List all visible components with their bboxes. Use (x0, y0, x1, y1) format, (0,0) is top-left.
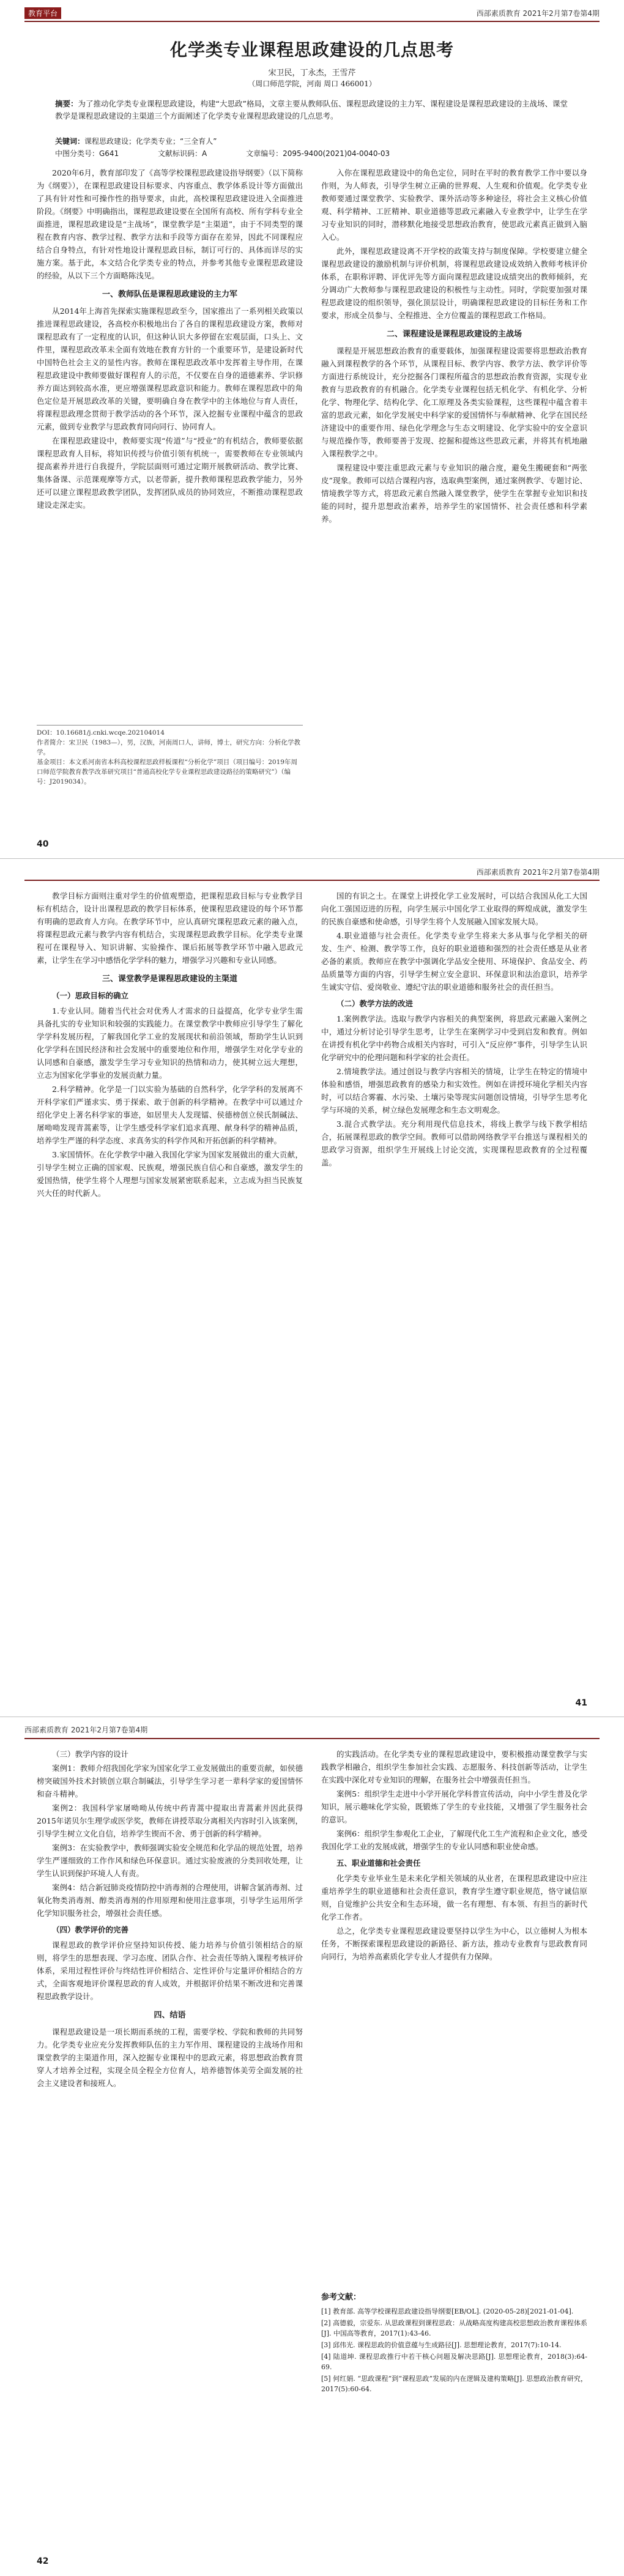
body-paragraph: 2.科学精神。化学是一门以实验为基础的自然科学，化学学科的发展离不开科学家们严谨求实、勇于探索、敢于创新的科学精神。在教学中可以通过介绍化学史上著名科学家的事迹，如居里夫人发现镭、侯德榜创立侯氏制碱法、屠呦呦发现青蒿素等，让学生感受科学家们追求真理、献身科学的精神品质，培养学生严谨的科学态度、求真务实的科学作风和开拓创新的科学精神。 (37, 1085, 303, 1145)
page-number: 42 (37, 2556, 49, 2566)
running-header (24, 1722, 600, 1739)
subsection-heading: （四）教学评价的完善 (52, 1925, 129, 1934)
clc-code: 中图分类号：G641 (55, 149, 119, 158)
body-paragraph: 课程是开展思想政治教育的重要载体，加强课程建设需要将思想政治教育融入到课程教学的各个环节，从课程目标、教学内容、教学方法、教学评价等方面进行系统设计，充分挖掘各门课程所蕴含的思想政治教育资源，实现专业教育与思政教育的有机融合。化学类专业课程包括无机化学、有机化学、分析化学、物理化学、结构化学、化工原理及各类实验课程，这些课程中蕴含着丰富的思政元素，如化学发展史中科学家的爱国情怀与奉献精神、化学在国民经济建设中的重要作用、绿色化学理念与生态文明建设、化学实验中的安全意识与规范操作等，教师要善于发现、挖掘和提炼这些思政元素，并将其有机地融入课程教学之中。 (321, 346, 587, 458)
body-paragraph: 案例5：组织学生走进中小学开展化学科普宣传活动，向中小学生普及化学知识，展示趣味化学实验，既锻炼了学生的专业技能，又增强了学生服务社会的意识。 (321, 1789, 587, 1824)
article-title: 化学类专业课程思政建设的几点思考 (169, 40, 454, 60)
page-1 (0, 0, 624, 858)
body-paragraph: 课程思政的教学评价应坚持知识传授、能力培养与价值引领相结合的原则，将学生的思想表现、学习态度、团队合作、社会责任等纳入课程考核评价体系，采用过程性评价与终结性评价相结合、定性评价与定量评价相结合的方式，全面客观地评价课程思政的育人成效，并根据评价结果不断改进和完善课程思政教学设计。 (37, 1940, 303, 2001)
author-list: 宋卫民，丁永杰，王雪芹 (268, 69, 356, 78)
body-paragraph: 案例2：我国科学家屠呦呦从传统中药青蒿中提取出青蒿素并因此获得2015年诺贝尔生理学或医学奖，教师在讲授萃取分离相关内容时引入该案例，引导学生树立文化自信，培养学生锲而不舍、勇于创新的科学精神。 (37, 1803, 303, 1838)
keywords-text: 课程思政建设；化学类专业；“三全育人” (84, 137, 217, 146)
journal-issue: 西部素质教育 2021年2月第7卷第4期 (476, 9, 600, 18)
body-paragraph: 入你在课程思政建设中的角色定位，同时在平时的教育教学工作中要以身作则，为人师表，引导学生树立正确的世界观、人生观和价值观。化学类专业教师要通过课堂教学、实验教学、课外活动等多种途径，将社会主义核心价值观、科学精神、工匠精神、职业道德等思政元素融入专业教学中，让学生在学习专业知识的同时，潜移默化地接受思想政治教育，使思政元素真正做到入脑入心。 (321, 168, 587, 242)
body-paragraph: 案例6：组织学生参观化工企业，了解现代化工生产流程和企业文化，感受我国化学工业的发展成就，增强学生的专业认同感和职业使命感。 (321, 1829, 587, 1851)
body-paragraph: 教学目标方面则注重对学生的价值观塑造，把课程思政目标与专业教学目标有机结合，设计出课程思政的教学目标体系，使课程思政建设的每个环节都有明确的思政育人方向。在教学环节中，应认真研究课程思政元素的融入点，将课程思政元素与教学内容有机结合，实现课程思政教学目标。化学类专业课程可在课程导入、知识讲解、实验操作、课后拓展等教学环节中融入思政元素，让学生在学习中感悟化学学科的魅力，增强学习兴趣和专业认同感。 (37, 891, 303, 965)
affiliation: （周口师范学院，河南 周口 466001） (248, 80, 376, 88)
page1-right-column (321, 166, 587, 833)
section-heading: 三、课堂教学是课程思政建设的主渠道 (102, 974, 237, 984)
references (321, 2286, 587, 2549)
page-3 (0, 1717, 624, 2576)
body-paragraph: （三）教学内容的设计 (52, 1750, 129, 1759)
body-paragraph: 从2014年上海首先探索实施课程思政至今，国家推出了一系列相关政策以推进课程思政建设，各高校亦积极地出台了各自的课程思政建设方案，教师对课程思政有了一定程度的认识，但这种认识大多停留在宏观层面，口头上、文件里，课程思政改革未全面有效地在教育方针的一个重要环节，是建设新时代中国特色社会主义的显性内容。教师在课程思政改革中发挥着主导作用，在课程思政建设中教师要做好课程育人的示范，不仅要在自身的道德素养、学识修养方面达到较高水准，更应增强课程思政意识和能力。教师在课程思政中的角色定位是开展思政改革的关键，要明确自身在教学中的主体地位与育人责任，将课程思政理念贯彻于教学活动的各个环节，深入挖掘专业课程中蕴含的思政元素，做到专业教学与思政教育同向同行、协同育人。 (37, 306, 303, 431)
page-number: 41 (575, 1698, 587, 1708)
journal-issue: 西部素质教育 2021年2月第7卷第4期 (24, 1726, 148, 1734)
page-number: 40 (37, 839, 49, 849)
body-paragraph: 4.职业道德与社会责任。化学类专业学生将来大多从事与化学相关的研发、生产、检测、教学等工作，良好的职业道德和强烈的社会责任感是从业者必备的素质。教师应在教学中强调化学品安全使用、环境保护、食品安全、药品质量等方面的内容，引导学生树立安全意识、环保意识和法治意识，培养学生诚实守信、爱岗敬业、遵纪守法的职业道德和服务社会的责任担当。 (321, 931, 587, 992)
body-paragraph: 3.家国情怀。在化学教学中融入我国化学家为国家发展做出的重大贡献，引导学生树立正确的国家观、民族观，增强民族自信心和自豪感，激发学生的爱国热情，使学生将个人理想与国家发展紧密联系起来，立志成为担当民族复兴大任的时代新人。 (37, 1150, 303, 1198)
footnote: DOI：10.16681/j.cnki.wcqe.202104014 作者简介：宋卫民（1983—），男，汉族，河南周口人，讲师，博士，研究方向：分析化学教学。 基金项目：本文系河南省本科高校课程思政样板课程“分析化学”项目（项目编号：2019年周口师范学院教育教学改革研究项目“普通高校化学专业课程思政建设路径的策略研究”）（编号：J2019034）。 (37, 725, 303, 787)
page1-left-column (37, 166, 303, 717)
body-paragraph: 案例1：教师介绍我国化学家为国家化学工业发展做出的重要贡献，如侯德榜突破国外技术封锁创立联合制碱法，引导学生学习老一辈科学家的爱国情怀和奋斗精神。 (37, 1764, 303, 1798)
body-paragraph: 在课程思政建设中，教师要实现“传道”与“授业”的有机结合，教师要依据课程思政育人目标，将知识传授与价值引领有机统一，需要教师在专业领域内提高素养并进行自我提升，学院层面则可通过定期开展教研活动、教学比赛、集体备课、示范课观摩等方式，以老带新，提升教师课程思政教学能力，另外还可以建立课程思政教学团队，发挥团队成员的协同效应，不断推动课程思政建设走深走实。 (37, 436, 303, 510)
document-code: 文献标识码：A (158, 149, 207, 158)
section-tag: 教育平台 (24, 7, 61, 19)
abstract-text: 为了推动化学类专业课程思政建设，构建“大思政”格局，文章主要从教师队伍、课程思政建设的主力军、课程建设是课程思政建设的主战场、课堂教学是课程思政建设的主渠道三个方面阐述了化学类专业课程思政建设的几点思考。 (55, 99, 568, 121)
body-paragraph: 的实践活动。在化学类专业的课程思政建设中，要积极推动课堂教学与实践教学相融合，组织学生参加社会实践、志愿服务、科技创新等活动，让学生在实践中深化对专业知识的理解，在服务社会中增强责任担当。 (321, 1750, 587, 1784)
body-paragraph: 2.情境教学法。通过创设与教学内容相关的情境，让学生在特定的情境中体验和感悟，增强思政教育的感染力和实效性。例如在讲授环境化学相关内容时，可以结合雾霾、水污染、土壤污染等现实问题创设情境，引导学生思考化学与环境的关系，树立绿色发展理念和生态文明观念。 (321, 1067, 587, 1115)
keywords-label: 关键词： (55, 137, 85, 146)
body-paragraph: 化学类专业毕业生是未来化学相关领域的从业者，在课程思政建设中应注重培养学生的职业道德和社会责任意识，教育学生遵守职业规范，恪守诚信原则，自觉维护公共安全和生态环境，做一名有理想、有本领、有担当的新时代化学工作者。 (321, 1874, 587, 1921)
running-header (24, 864, 600, 881)
keywords (55, 136, 569, 146)
running-header (24, 5, 600, 22)
page3-right-column (321, 1748, 587, 2274)
reference-item: [5] 何红娟. “思政课程”到“课程思政”发展的内在逻辑及建构策略[J]. 思想政治教育研究，2017(5):60-64. (321, 2375, 587, 2393)
body-paragraph: 案例3：在实验教学中，教师强调实验安全规范和化学品的规范处置，培养学生严谨细致的工作作风和绿色环保意识。通过实验废液的分类回收处理，让学生认识到保护环境人人有责。 (37, 1843, 303, 1878)
page-2 (0, 858, 624, 1717)
reference-item: [4] 陆道坤. 课程思政推行中若干核心问题及解决思路[J]. 思想理论教育，2018(3):64-69. (321, 2353, 587, 2371)
page2-left-column (37, 889, 303, 1691)
reference-item: [2] 高德毅，宗爱东. 从思政课程到课程思政：从战略高度构建高校思想政治教育课程体系[J]. 中国高等教育，2017(1):43-46. (321, 2319, 587, 2337)
subsection-heading: （二）教学方法的改进 (336, 999, 414, 1008)
classification-line (55, 148, 569, 158)
section-heading: 四、结语 (154, 2011, 186, 2020)
reference-item: [1] 教育部. 高等学校课程思政建设指导纲要[EB/OL]. (2020-05-28)[2021-01-04]. (321, 2307, 574, 2315)
body-paragraph: 此外，课程思政建设离不开学校的政策支持与制度保障。学校要建立健全课程思政建设的激励机制与评价机制，将课程思政建设成效纳入教师考核评价体系，在职称评聘、评优评先等方面向课程思政建设成绩突出的教师倾斜，充分调动广大教师参与课程思政建设的积极性与主动性。同时，学院要加强对课程思政建设的组织领导，强化顶层设计，明确课程思政建设的目标任务和工作要求，形成全员参与、全程推进、全方位覆盖的课程思政工作格局。 (321, 247, 587, 320)
abstract-label: 摘要： (55, 99, 78, 108)
section-heading: 二、课程建设是课程思政建设的主战场 (386, 330, 522, 339)
page3-left-column (37, 1748, 303, 2549)
body-paragraph: 课程思政建设是一项长期而系统的工程，需要学校、学院和教师的共同努力。化学类专业应充分发挥教师队伍的主力军作用、课程建设的主战场作用和课堂教学的主渠道作用，深入挖掘专业课程中的思政元素，将思想政治教育贯穿人才培养全过程，实现全员全程全方位育人，培养德智体美劳全面发展的社会主义建设者和接班人。 (37, 2027, 303, 2088)
reference-item: [3] 邱伟光. 课程思政的价值意蕴与生成路径[J]. 思想理论教育，2017(7):10-14. (321, 2341, 562, 2349)
references-title: 参考文献： (321, 2293, 362, 2302)
body-paragraph: 课程建设中要注重思政元素与专业知识的融合度，避免生搬硬套和“两张皮”现象。教师可以结合课程内容，选取典型案例，通过案例教学、专题讨论、情境教学等方式，将思政元素自然融入课堂教学，使学生在掌握专业知识和技能的同时，提升思想政治素养，培养学生的家国情怀、社会责任感和科学素养。 (321, 463, 587, 524)
body-paragraph: 案例4：结合新冠肺炎疫情防控中消毒剂的合理使用，讲解含氯消毒剂、过氧化物类消毒剂、醇类消毒剂的作用原理和使用注意事项，引导学生运用所学化学知识服务社会，增强社会责任感。 (37, 1883, 303, 1918)
abstract (55, 98, 569, 122)
body-paragraph: 1.案例教学法。选取与教学内容相关的典型案例，将思政元素融入案例之中，通过分析讨论引导学生思考，让学生在案例学习中受到启发和教育。例如在讲授有机化学中药物合成相关内容时，可引入“反应停”事件，引导学生认识化学研究中的伦理问题和科学家的社会责任。 (321, 1014, 587, 1062)
page2-right-column (321, 889, 587, 1691)
subsection-heading: 五、职业道德和社会责任 (336, 1858, 421, 1868)
body-paragraph: 1.专业认同。随着当代社会对优秀人才需求的日益提高，化学专业学生需具备扎实的专业知识和较强的实践能力。在课堂教学中教师应引导学生了解化学学科发展历程，了解我国化学工业的发展现状和前沿领域，帮助学生认识到化学学科在国民经济和社会发展中的重要地位和作用，增强学生对化学专业的认同感和自豪感，激发学生学习专业知识的热情和动力，使其树立远大理想，立志为国家化学事业的发展贡献力量。 (37, 1006, 303, 1080)
section-heading: 一、教师队伍是课程思政建设的主力军 (102, 290, 237, 299)
subsection-heading: （一）思政目标的确立 (52, 991, 129, 1000)
body-paragraph: 总之，化学类专业课程思政建设要坚持以学生为中心，以立德树人为根本任务，不断探索课程思政建设的新路径、新方法，推动专业教育与思政教育同向同行，为培养高素质化学专业人才提供有力保障。 (321, 1926, 587, 1961)
body-paragraph: 2020年6月，教育部印发了《高等学校课程思政建设指导纲要》（以下简称为《纲要》），在课程思政建设目标要求、内容重点、教学体系设计等方面做出了具有针对性和可操作性的指导要求，由此，高校课程思政建设进入全面推进阶段。《纲要》中明确指出，课程思政建设要在全国所有高校、所有学科专业全面推进，课程思政建设是“主战场”，课堂教学是“主渠道”，由于不同类型的课程在教育内容、教学过程、教学方法和手段等方面存在差异，因此不同课程应结合自身特点，有针对性地设计课程思政目标，制订可行的、具体而详尽的实施方案。基于此，本文结合化学类专业的特点，并参考其他专业课程思政建设的经验，从以下三个方面略陈浅见。 (37, 168, 303, 280)
article-number: 文章编号：2095-9400(2021)04-0040-03 (246, 149, 390, 158)
body-paragraph: 3.混合式教学法。充分利用现代信息技术，将线上教学与线下教学相结合，拓展课程思政的教学空间。教师可以借助网络教学平台推送与课程相关的思政学习资源，组织学生开展线上讨论交流，实现课程思政教育的全过程覆盖。 (321, 1119, 587, 1167)
body-paragraph: 国的有识之士。在课堂上讲授化学工业发展时，可以结合我国从化工大国向化工强国迈进的历程，向学生展示中国化学工业取得的辉煌成就，激发学生的民族自豪感和使命感，引导学生将个人发展融入国家发展大局。 (321, 891, 587, 926)
journal-issue: 西部素质教育 2021年2月第7卷第4期 (476, 868, 600, 877)
